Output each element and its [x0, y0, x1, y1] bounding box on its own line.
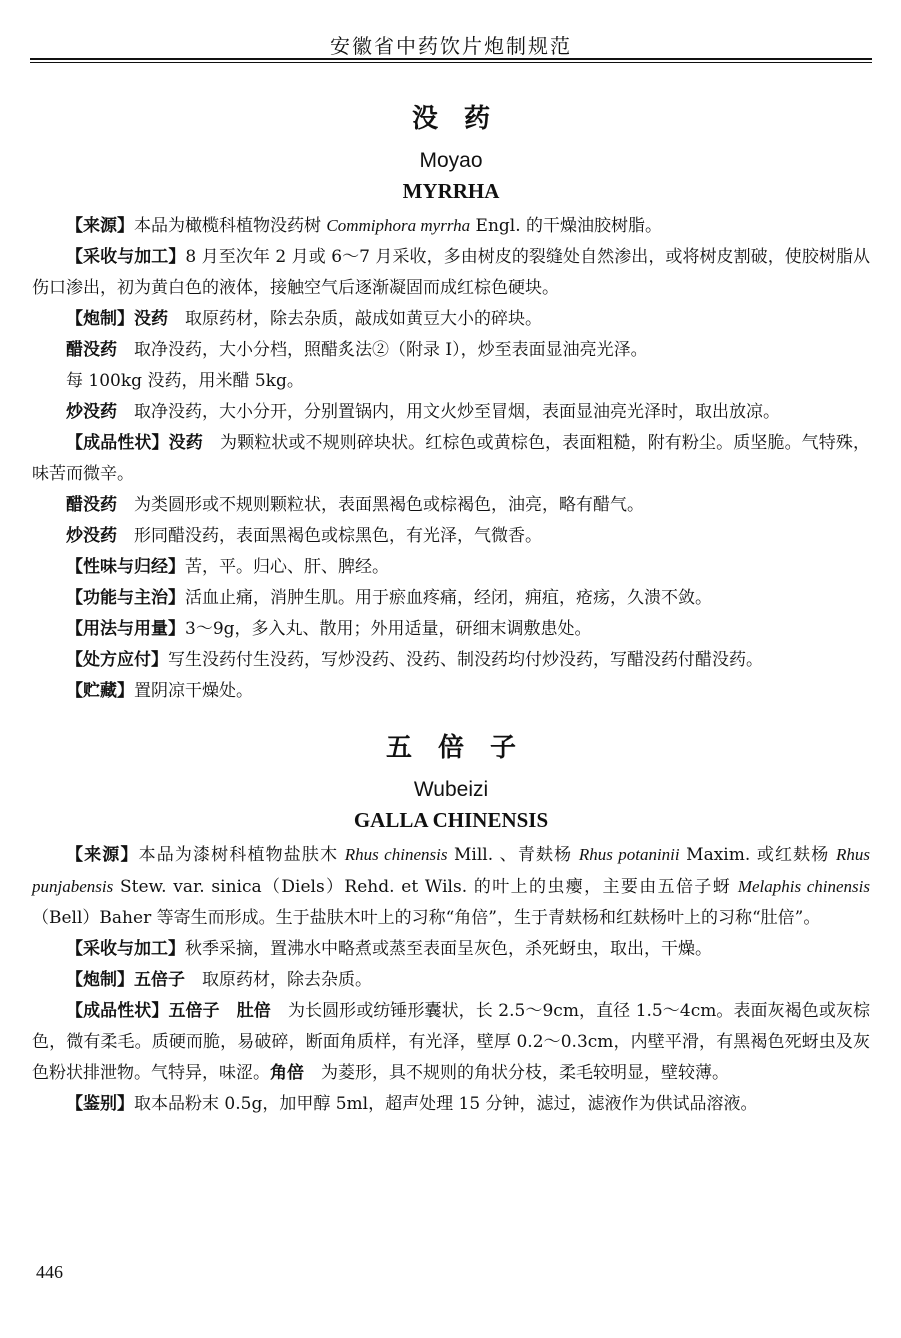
paragraph-text: 取净没药，大小分开，分别置锅内，用文火炒至冒烟，表面显油亮光泽时，取出放凉。	[117, 402, 780, 422]
section-label: 【性味与归经】	[66, 557, 185, 577]
paragraph-text: 8 月至次年 2 月或 6～7 月采收，多由树皮的裂缝处自然渗出，或将树皮割破，使胶树脂从伤口渗出，初为黄白色的液体，接触空气后逐渐凝固而成红棕色硬块。	[32, 247, 871, 298]
paragraph-text: Stew. var. sinica（Diels）Rehd. et Wils. 的叶上的虫瘿，主要由五倍子蚜	[113, 877, 738, 897]
entry-myrrha	[32, 100, 870, 707]
species-name: Commiphora myrrha	[326, 216, 471, 235]
processing-paragraph	[32, 965, 870, 996]
vinegar-ratio-paragraph	[32, 366, 870, 397]
storage-paragraph	[32, 676, 870, 707]
header-rule	[30, 58, 872, 60]
page-number: 446	[36, 1262, 63, 1282]
entry-latin-name: GALLA CHINENSIS	[353, 808, 549, 832]
section-label: 【采收与加工】	[66, 247, 186, 267]
paragraph-text: 本品为橄榄科植物没药树	[134, 216, 327, 236]
paragraph-text: Mill. 、青麸杨	[447, 845, 579, 865]
entry-pinyin: Moyao	[419, 149, 483, 172]
section-label: 【成品性状】	[66, 433, 169, 453]
character-vinegar-paragraph	[32, 490, 870, 521]
paragraph-text: 为颗粒状或不规则碎块状。红棕色或黄棕色，表面粗糙，附有粉尘。质坚脆。气特殊，味苦而微辛。	[32, 433, 871, 484]
subheading: 五倍子	[134, 970, 185, 990]
fried-paragraph	[32, 397, 870, 428]
species-name: Rhus punjabensis	[32, 845, 870, 896]
subheading: 没药	[134, 309, 168, 329]
species-name: Rhus chinensis	[344, 845, 448, 864]
running-header: 安徽省中药饮片炮制规范	[330, 34, 572, 58]
character-paragraph	[32, 428, 870, 490]
character-paragraph	[32, 996, 870, 1089]
function-paragraph	[32, 583, 870, 614]
section-label: 【成品性状】	[66, 1001, 169, 1021]
paragraph-text: 为类圆形或不规则颗粒状，表面黑褐色或棕褐色，油亮，略有醋气。	[117, 495, 644, 515]
entry-latin-name: MYRRHA	[402, 179, 500, 203]
subheading: 炒没药	[66, 526, 117, 546]
paragraph-text: 活血止痛，消肿生肌。用于瘀血疼痛，经闭，痈疽，疮疡，久溃不敛。	[185, 588, 712, 608]
paragraph-text: 每 100kg 没药，用米醋 5kg。	[66, 371, 304, 391]
paragraph-text: 苦，平。归心、肝、脾经。	[185, 557, 389, 577]
section-label: 【功能与主治】	[66, 588, 185, 608]
section-label: 【处方应付】	[66, 650, 168, 670]
section-label: 【炮制】	[66, 309, 134, 329]
harvest-paragraph	[32, 934, 870, 965]
subheading: 角倍	[270, 1063, 304, 1083]
section-label: 【采收与加工】	[66, 939, 185, 959]
paragraph-text: Maxim. 或红麸杨	[679, 845, 836, 865]
paragraph-text: （Bell）Baher 等寄生而形成。生于盐肤木叶上的习称“角倍”，生于青麸杨和红麸杨叶上的习称“肚倍”。	[32, 908, 821, 928]
entry-title: 没 药	[411, 104, 490, 134]
paragraph-text: 取原药材，除去杂质，敲成如黄豆大小的碎块。	[168, 309, 542, 329]
usage-paragraph	[32, 614, 870, 645]
section-label: 【用法与用量】	[66, 619, 185, 639]
species-name: Rhus potaninii	[578, 845, 680, 864]
subheading: 醋没药	[66, 495, 117, 515]
paragraph-text: 为长圆形或纺锤形囊状，长 2.5～9cm，直径 1.5～4cm。表面灰褐色或灰棕色，微有柔毛。质硬而脆，易破碎，断面角质样，有光泽，壁厚 0.2～0.3cm，内壁平滑，有黑褐色死蚜虫及灰色粉状排泄物。气特异，味涩。	[32, 1001, 870, 1083]
section-label: 【炮制】	[66, 970, 134, 990]
character-fried-paragraph	[32, 521, 870, 552]
harvest-paragraph	[32, 242, 870, 304]
prescription-paragraph	[32, 645, 870, 676]
paragraph-text: 为菱形，具不规则的角状分枝，柔毛较明显，壁较薄。	[304, 1063, 729, 1083]
subheading: 醋没药	[66, 340, 117, 360]
paragraph-text: 取原药材，除去杂质。	[185, 970, 372, 990]
subheading: 炒没药	[66, 402, 117, 422]
paragraph-text: 置阴凉干燥处。	[134, 681, 253, 701]
subheading: 肚倍	[219, 1001, 271, 1021]
nature-paragraph	[32, 552, 870, 583]
entry-galla-chinensis	[32, 729, 870, 1120]
paragraph-text: 3～9g，多入丸、散用；外用适量，研细末调敷患处。	[185, 619, 592, 639]
subheading: 没药	[168, 433, 203, 453]
source-paragraph	[32, 210, 870, 242]
species-name: Melaphis chinensis	[737, 877, 871, 896]
paragraph-text: Engl. 的干燥油胶树脂。	[470, 216, 663, 236]
identification-paragraph	[32, 1089, 870, 1120]
page-content	[32, 100, 870, 1120]
section-label: 【来源】	[66, 845, 139, 865]
paragraph-text: 形同醋没药，表面黑褐色或棕黑色，有光泽，气微香。	[117, 526, 542, 546]
paragraph-text: 秋季采摘，置沸水中略煮或蒸至表面呈灰色，杀死蚜虫，取出，干燥。	[185, 939, 712, 959]
section-label: 【贮藏】	[66, 681, 134, 701]
vinegar-paragraph	[32, 335, 870, 366]
processing-paragraph	[32, 304, 870, 335]
section-label: 【鉴别】	[66, 1094, 134, 1114]
entry-pinyin: Wubeizi	[413, 778, 489, 801]
entry-title: 五 倍 子	[385, 733, 516, 763]
subheading: 五倍子	[168, 1001, 220, 1021]
section-label: 【来源】	[66, 216, 134, 236]
source-paragraph	[32, 839, 870, 934]
section-spacer	[32, 707, 870, 729]
paragraph-text: 写生没药付生没药，写炒没药、没药、制没药均付炒没药，写醋没药付醋没药。	[168, 650, 763, 670]
header-rule-thin	[30, 62, 872, 63]
paragraph-text: 取净没药，大小分档，照醋炙法②（附录 Ⅰ），炒至表面显油亮光泽。	[117, 340, 648, 360]
paragraph-text: 本品为漆树科植物盐肤木	[138, 845, 345, 865]
paragraph-text: 取本品粉末 0.5g，加甲醇 5ml，超声处理 15 分钟，滤过，滤液作为供试品溶液。	[134, 1094, 758, 1114]
